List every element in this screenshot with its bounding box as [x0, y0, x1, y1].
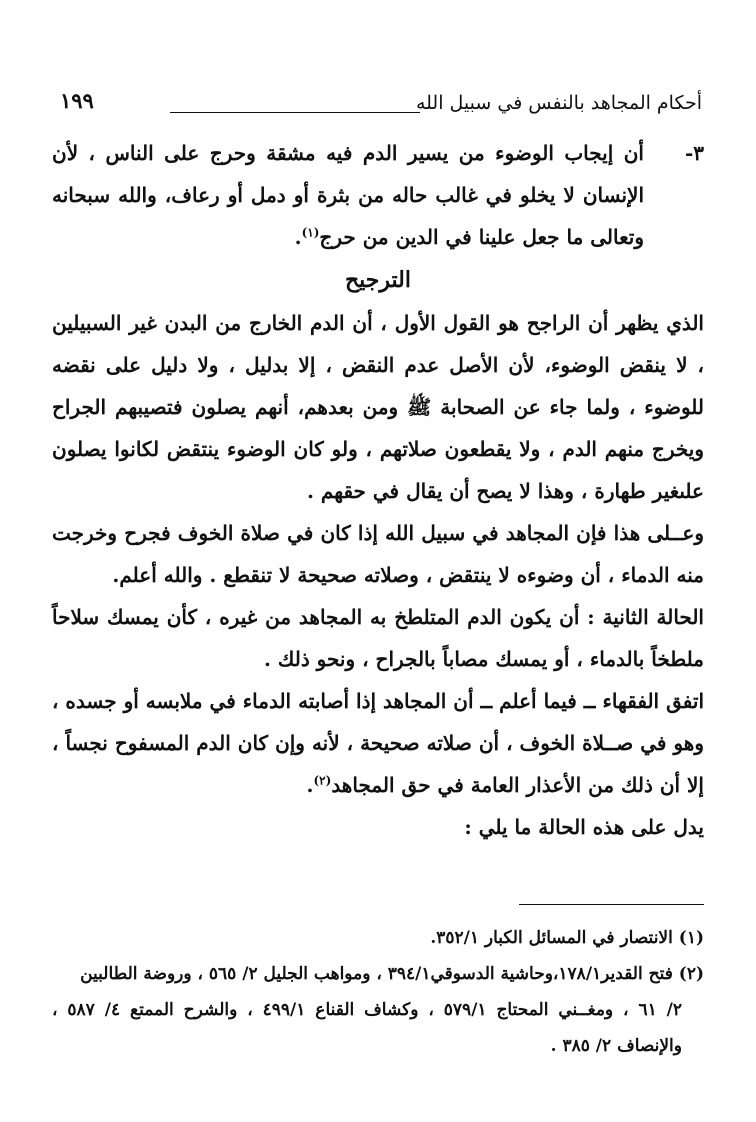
main-text	[52, 132, 704, 848]
footnote-ref-2[interactable]: (٢)	[313, 773, 332, 788]
numbered-point-3	[52, 132, 704, 258]
paragraph-mujahid-prayer: وعــلى هذا فإن المجاهد في سبيل الله إذا كان في صلاة الخوف فجرح وخرجت منه الدماء ، أن وضوءه لا ينتقض ، وصلاته صحيحة لا تنقطع . والله أعلم.	[52, 521, 704, 587]
footnote-separator	[519, 904, 704, 905]
section-heading: الترجيح	[344, 267, 412, 293]
footnote-2	[52, 956, 704, 1064]
agreement-text: اتفق الفقهاء ــ فيما أعلم ــ أن المجاهد إذا أصابته الدماء في ملابسه أو جسده ، وهو في صــلاة الخوف ، أن صلاته صحيحة ، لأنه وإن كان الدم المسفوح نجساً ، إلا أن ذلك من الأعذار العامة في حق المجاهد	[52, 689, 704, 797]
page-number: ١٩٩	[60, 88, 94, 113]
footnote-2-continuation: ٢/ ٦١ ، ومغــني المحتاج ٥٧٩/١ ، وكشاف القناع ٤٩٩/١ ، والشرح الممتع ٤/ ٥٨٧ ، والإنصاف ٢/ ٣٨٥ .	[52, 1000, 683, 1056]
running-header	[60, 88, 702, 128]
footnote-1: (١) الانتصار في المسائل الكبار ٣٥٢/١.	[430, 928, 704, 948]
paragraph-jurists-agreement	[52, 680, 704, 806]
header-rule	[170, 112, 420, 113]
footnote-2-text: (٢) فتح القدير١٧٨/١،وحاشية الدسوقي٣٩٤/١ ، ومواهب الجليل ٢/ ٥٦٥ ، وروضة الطالبين	[80, 964, 704, 984]
agreement-end: .	[306, 773, 314, 797]
footnotes	[52, 920, 704, 1064]
point-3-text: أن إيجاب الوضوء من يسير الدم فيه مشقة وحرج على الناس ، لأن الإنسان لا يخلو في غالب حاله من بثرة أو دمل أو رعاف، والله سبحانه وتعالى ما جعل علينا في الدين من حرج	[52, 141, 644, 249]
footnote-ref-1[interactable]: (١)	[301, 225, 320, 240]
paragraph-preference: الذي يظهر أن الراجح هو القول الأول ، أن الدم الخارج من البدن غير السبيلين ، لا ينقض الوضوء، لأن الأصل عدم النقض ، إلا بدليل ، ولا دليل على نقضه للوضوء ، ولما جاء عن الصحابة ﷺ ومن بعدهم، أنهم يصلون فتصيبهم الجراح ويخرج منهم الدم ، ولا يقطعون صلاتهم ، ولو كان الوضوء ينتقض لكانوا يصلون علىغير طهارة ، وهذا لا يصح أن يقال في حقهم .	[52, 311, 704, 503]
paragraph-evidence-intro: يدل على هذه الحالة ما يلي :	[464, 815, 704, 839]
paragraph-second-case: الحالة الثانية : أن يكون الدم المتلطخ به المجاهد من غيره ، كأن يمسك سلاحاً ملطخاً بالدماء ، أو يمسك مصاباً بالجراح ، ونحو ذلك .	[52, 605, 704, 671]
point-3-end: .	[294, 225, 302, 249]
header-title: أحكام المجاهد بالنفس في سبيل الله	[415, 92, 702, 114]
point-number: ٣-	[684, 141, 704, 165]
